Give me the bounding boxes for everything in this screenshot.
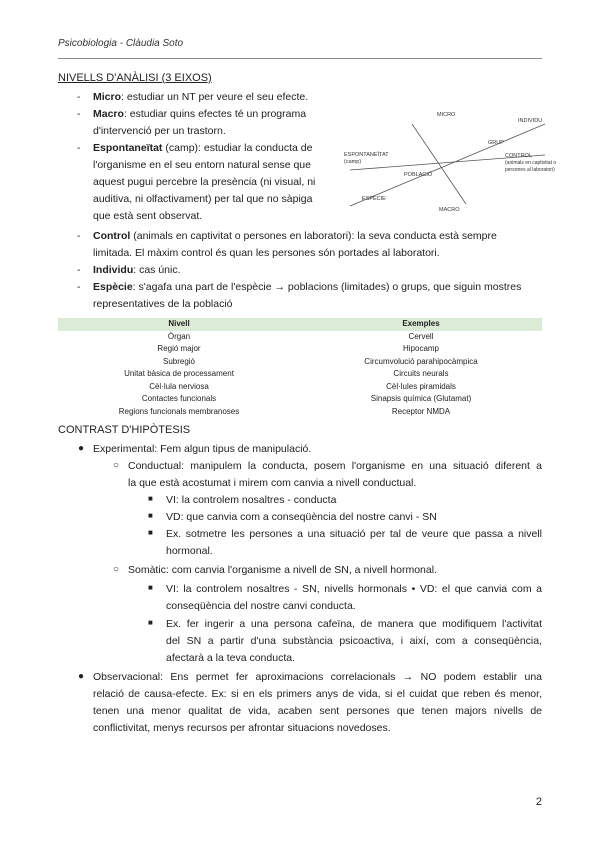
header-rule	[58, 58, 542, 59]
obs-l2: relació de causa-efecte. Ex: si en els primers anys de vida, si el cuidat que reben és menor,	[93, 688, 542, 700]
label-individu: INDIVIDU	[518, 118, 543, 124]
table-row	[58, 393, 542, 406]
term-control: Control	[93, 230, 131, 242]
vi2-l1: VI: la controlem nosaltres - SN, nivells hormonals • VD: el que canvia com a	[166, 583, 542, 595]
section-title-nivells: NIVELLS D'ANÀLISI (3 EIXOS)	[58, 72, 212, 84]
bullet-circle: ○	[113, 460, 120, 471]
table-cell: Cervell	[408, 331, 434, 341]
dash-bullet: -	[77, 230, 81, 242]
label-especie: ESPÈCIE	[362, 196, 386, 202]
bullet-dot: ●	[78, 671, 85, 682]
page-number: 2	[535, 796, 542, 808]
dash-bullet: -	[77, 108, 81, 120]
label-control-sub2: persones al laboratori)	[505, 167, 555, 173]
item-individu	[93, 262, 181, 279]
label-poblacio: POBLACIÓ	[404, 172, 433, 178]
term-individu: Individu	[93, 264, 134, 276]
section-title-contrast: CONTRAST D'HIPÒTESIS	[58, 424, 191, 436]
table-row	[58, 331, 542, 344]
label-camp: (camp)	[344, 159, 362, 165]
table-header-nivell: Nivell	[58, 318, 300, 331]
axis-micro-macro	[412, 124, 466, 204]
somatic-text: Somàtic: com canvia l'organisme a nivell de SN, a nivell hormonal.	[128, 564, 437, 576]
term-micro: Micro	[93, 91, 122, 103]
item-espontaneitat-l3: aquest pugui percebre la presència (ni visual, ni	[93, 176, 316, 188]
vd1-text: VD: que canvia com a conseqüència del nostre canvi - SN	[166, 511, 437, 523]
bullet-circle: ○	[113, 564, 120, 575]
levels-table	[58, 318, 542, 418]
table-row	[58, 368, 542, 381]
bullet-square: ■	[148, 528, 153, 537]
table-cell: Circuits neurals	[393, 369, 449, 378]
bullet-square: ■	[148, 494, 153, 503]
item-individu-text: : cas únic.	[133, 264, 181, 276]
item-macro-text-2: d'intervenció per un trastorn.	[93, 125, 226, 137]
obs-l3: tenen una menor qualitat de vida, acaben sent persones que tenen majors nivells de	[93, 705, 542, 717]
label-espontaneitat: ESPONTANEÏTAT	[344, 152, 389, 158]
label-micro: MICRO	[437, 112, 456, 118]
label-grup: GRUP	[488, 140, 504, 146]
vi2-l2: conseqüència del nostre canvi conducta.	[166, 600, 356, 612]
ex1-l1: Ex. sotmetre les persones a una situació per tal de veure que passa a nivell	[166, 528, 542, 540]
item-micro	[93, 89, 343, 106]
obs-l4: conflictivitat, menys recursos per afrontar situacions novedoses.	[93, 722, 391, 734]
table-header-exemples: Exemples	[300, 318, 542, 331]
table-cell: Sinapsis química (Glutamat)	[370, 394, 472, 403]
obs-l1: Observacional: Ens permet fer aproximacions correlacionals → NO podem establir una	[93, 671, 542, 683]
item-especie	[93, 279, 521, 296]
table-cell: Cèl·lula nerviosa	[149, 381, 209, 391]
dash-bullet: -	[77, 142, 81, 154]
axes-diagram	[340, 100, 557, 220]
label-control: CONTROL	[505, 153, 532, 159]
bullet-square: ■	[148, 511, 153, 520]
table-row	[58, 343, 542, 356]
dash-bullet: -	[77, 91, 81, 103]
item-espontaneitat-l4: auditiva, ni olfactivament) per tal que no sàpiga	[93, 193, 313, 205]
table-cell: Subregió	[162, 356, 196, 366]
item-especie-l1: : s'agafa una part de l'espècie → poblacions (limitades) o grups, que siguin mostres	[132, 281, 522, 293]
conductual-l1: Conductual: manipulem la conducta, posem l'organisme en una situació diferent a	[128, 460, 542, 472]
label-macro: MACRO	[439, 207, 460, 213]
table-cell: Cèl·lules piramidals	[386, 381, 456, 391]
table-header-row	[58, 318, 542, 331]
item-control-l2: limitada. El màxim control és quan les persones són portades al laboratori.	[93, 247, 440, 259]
table-cell: Unitat bàsica de processament	[124, 369, 234, 378]
dash-bullet: -	[77, 281, 81, 293]
item-especie-l2: representatives de la població	[93, 298, 233, 310]
bullet-dot: ●	[78, 443, 85, 454]
ex2-l2: del SN a partir d'una substància psicoactiva, i així, com a conseqüència,	[166, 635, 542, 647]
table-cell: Hipocamp	[402, 344, 439, 353]
bullet-square: ■	[148, 583, 153, 592]
experimental-text: Experimental: Fem algun tipus de manipulació.	[93, 443, 312, 455]
item-control-l1: (animals en captivitat o persones en laboratori): la seva conducta està sempre	[130, 230, 497, 242]
bullet-square: ■	[148, 618, 153, 627]
term-especie: Espècie	[93, 281, 133, 293]
table-row	[58, 406, 542, 419]
item-macro	[93, 106, 335, 123]
vi1-text: VI: la controlem nosaltres - conducta	[166, 494, 337, 506]
label-control-sub1: (animals en captivitat o	[505, 160, 557, 166]
table-cell: Regió major	[157, 344, 201, 353]
term-espontaneitat: Espontaneïtat	[93, 142, 163, 154]
table-cell: Òrgan	[167, 331, 191, 341]
table-cell: Contactes funcionals	[141, 394, 217, 403]
item-macro-text-1: : estudiar quins efectes té un programa	[123, 108, 307, 120]
term-macro: Macro	[93, 108, 124, 120]
table-cell: Regions funcionals membranoses	[118, 406, 240, 416]
item-espontaneitat	[93, 140, 335, 157]
conductual-l2: la que està acostumat i mirem com canvia a nivell conductual.	[128, 477, 417, 489]
item-espontaneitat-l1: (camp): estudiar la conducta de	[162, 142, 313, 154]
dash-bullet: -	[77, 264, 81, 276]
item-espontaneitat-l5: que està sent observat.	[93, 210, 203, 222]
table-row	[58, 356, 542, 369]
item-espontaneitat-l2: l'organisme en el seu entorn natural sense que	[93, 159, 311, 171]
ex2-l1: Ex. fer ingerir a una persona cafeïna, de manera que modifiquem l'activitat	[166, 618, 542, 630]
item-micro-text: : estudiar un NT per veure el seu efecte.	[121, 91, 309, 103]
item-control	[93, 228, 497, 245]
ex1-l2: hormonal.	[166, 545, 213, 557]
running-header: Psicobiologia - Clàudia Soto	[58, 38, 184, 49]
table-cell: Receptor NMDA	[391, 406, 451, 416]
table-row	[58, 381, 542, 394]
table-cell: Circumvolució parahipocàmpica	[364, 356, 478, 366]
ex2-l3: afectarà a la teva conducta.	[166, 652, 295, 664]
